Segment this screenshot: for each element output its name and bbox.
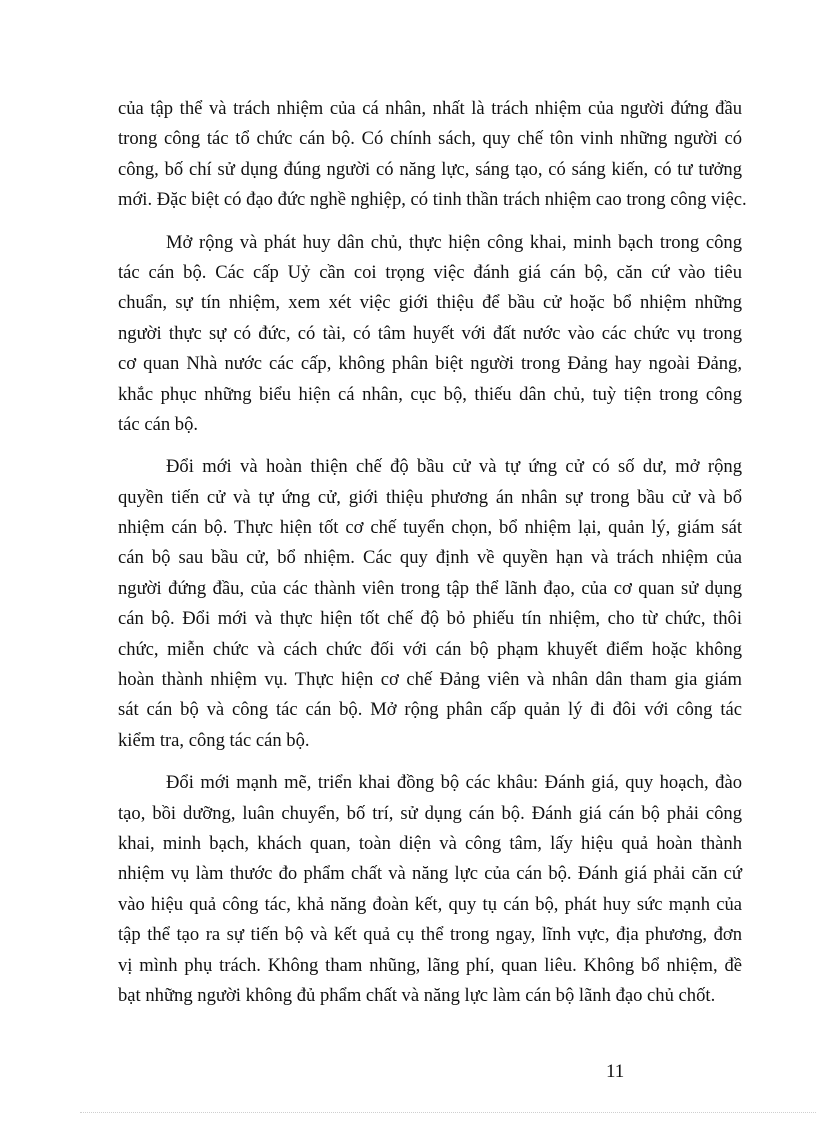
text-line: khắc phục những biểu hiện cá nhân, cục bộ, thiếu dân chủ, tuỳ tiện trong công xyxy=(118,383,742,405)
text-line: quyền tiến cử và tự ứng cử, giới thiệu phương án nhân sự trong bầu cử và bổ xyxy=(118,486,742,508)
text-line: tác cán bộ. xyxy=(118,413,199,435)
text-line: cán bộ. Đổi mới và thực hiện tốt chế độ bỏ phiếu tín nhiệm, cho từ chức, thôi xyxy=(118,608,742,630)
page-number: 11 xyxy=(606,1061,625,1082)
paragraph-2 xyxy=(118,228,742,441)
text-line: bạt những người không đủ phẩm chất và năng lực làm cán bộ lãnh đạo chủ chốt. xyxy=(118,984,716,1006)
paragraph-1 xyxy=(118,94,747,216)
text-line: cơ quan Nhà nước các cấp, không phân biệt người trong Đảng hay ngoài Đảng, xyxy=(118,353,742,375)
text-line: khai, minh bạch, khách quan, toàn diện và công tâm, lấy hiệu quả hoàn thành xyxy=(118,832,742,854)
text-line: Mở rộng và phát huy dân chủ, thực hiện công khai, minh bạch trong công xyxy=(166,231,742,253)
text-line: của tập thể và trách nhiệm của cá nhân, nhất là trách nhiệm của người đứng đầu xyxy=(118,98,742,119)
text-line: sát cán bộ và công tác cán bộ. Mở rộng phân cấp quản lý đi đôi với công tác xyxy=(118,699,742,721)
paragraph-4 xyxy=(118,768,742,1011)
text-line: nhiệm vụ làm thước đo phẩm chất và năng lực của cán bộ. Đánh giá phải căn cứ xyxy=(118,863,742,885)
text-line: Đổi mới và hoàn thiện chế độ bầu cử và tự ứng cử có số dư, mở rộng xyxy=(166,456,742,478)
text-line: công, bố chí sử dụng đúng người có năng lực, sáng tạo, có sáng kiến, có tư tưởng xyxy=(118,158,742,180)
text-line: tạo, bồi dưỡng, luân chuyển, bố trí, sử dụng cán bộ. Đánh giá cán bộ phải công xyxy=(118,802,742,824)
text-line: hoàn thành nhiệm vụ. Thực hiện cơ chế Đảng viên và nhân dân tham gia giám xyxy=(118,669,742,691)
text-line: tác cán bộ. Các cấp Uỷ cần coi trọng việc đánh giá cán bộ, căn cứ vào tiêu xyxy=(118,261,742,283)
text-line: vào hiệu quả công tác, khả năng đoàn kết, quy tụ cán bộ, phát huy sức mạnh của xyxy=(118,893,742,915)
text-line: trong công tác tổ chức cán bộ. Có chính sách, quy chế tôn vinh những người có xyxy=(118,128,742,150)
text-line: chức, miễn chức và cách chức đối với cán bộ phạm khuyết điểm hoặc không xyxy=(118,638,742,660)
text-line: chuẩn, sự tín nhiệm, xem xét việc giới thiệu để bầu cử hoặc bổ nhiệm những xyxy=(118,292,742,314)
page-bottom-divider xyxy=(80,1112,816,1113)
text-line: Đổi mới mạnh mẽ, triển khai đồng bộ các khâu: Đánh giá, quy hoạch, đào xyxy=(166,772,742,794)
text-line: cán bộ sau bầu cử, bổ nhiệm. Các quy định về quyền hạn và trách nhiệm của xyxy=(118,547,742,569)
paragraph-3 xyxy=(118,452,742,756)
body-text xyxy=(118,94,747,1023)
text-line: vị mình phụ trách. Không tham nhũng, lãng phí, quan liêu. Không bổ nhiệm, đề xyxy=(118,954,742,976)
text-line: kiểm tra, công tác cán bộ. xyxy=(118,729,310,751)
text-line: người đứng đầu, của các thành viên trong tập thể lãnh đạo, của cơ quan sử dụng xyxy=(118,577,742,599)
text-line: mới. Đặc biệt có đạo đức nghề nghiệp, có tinh thần trách nhiệm cao trong công việc. xyxy=(118,189,747,211)
text-line: tập thể tạo ra sự tiến bộ và kết quả cụ thể trong ngay, lĩnh vực, địa phương, đơn xyxy=(118,924,742,946)
text-line: nhiệm cán bộ. Thực hiện tốt cơ chế tuyển chọn, bổ nhiệm lại, quản lý, giám sát xyxy=(118,517,742,539)
text-line: người thực sự có đức, có tài, có tâm huyết với đất nước vào các chức vụ trong xyxy=(118,322,742,344)
